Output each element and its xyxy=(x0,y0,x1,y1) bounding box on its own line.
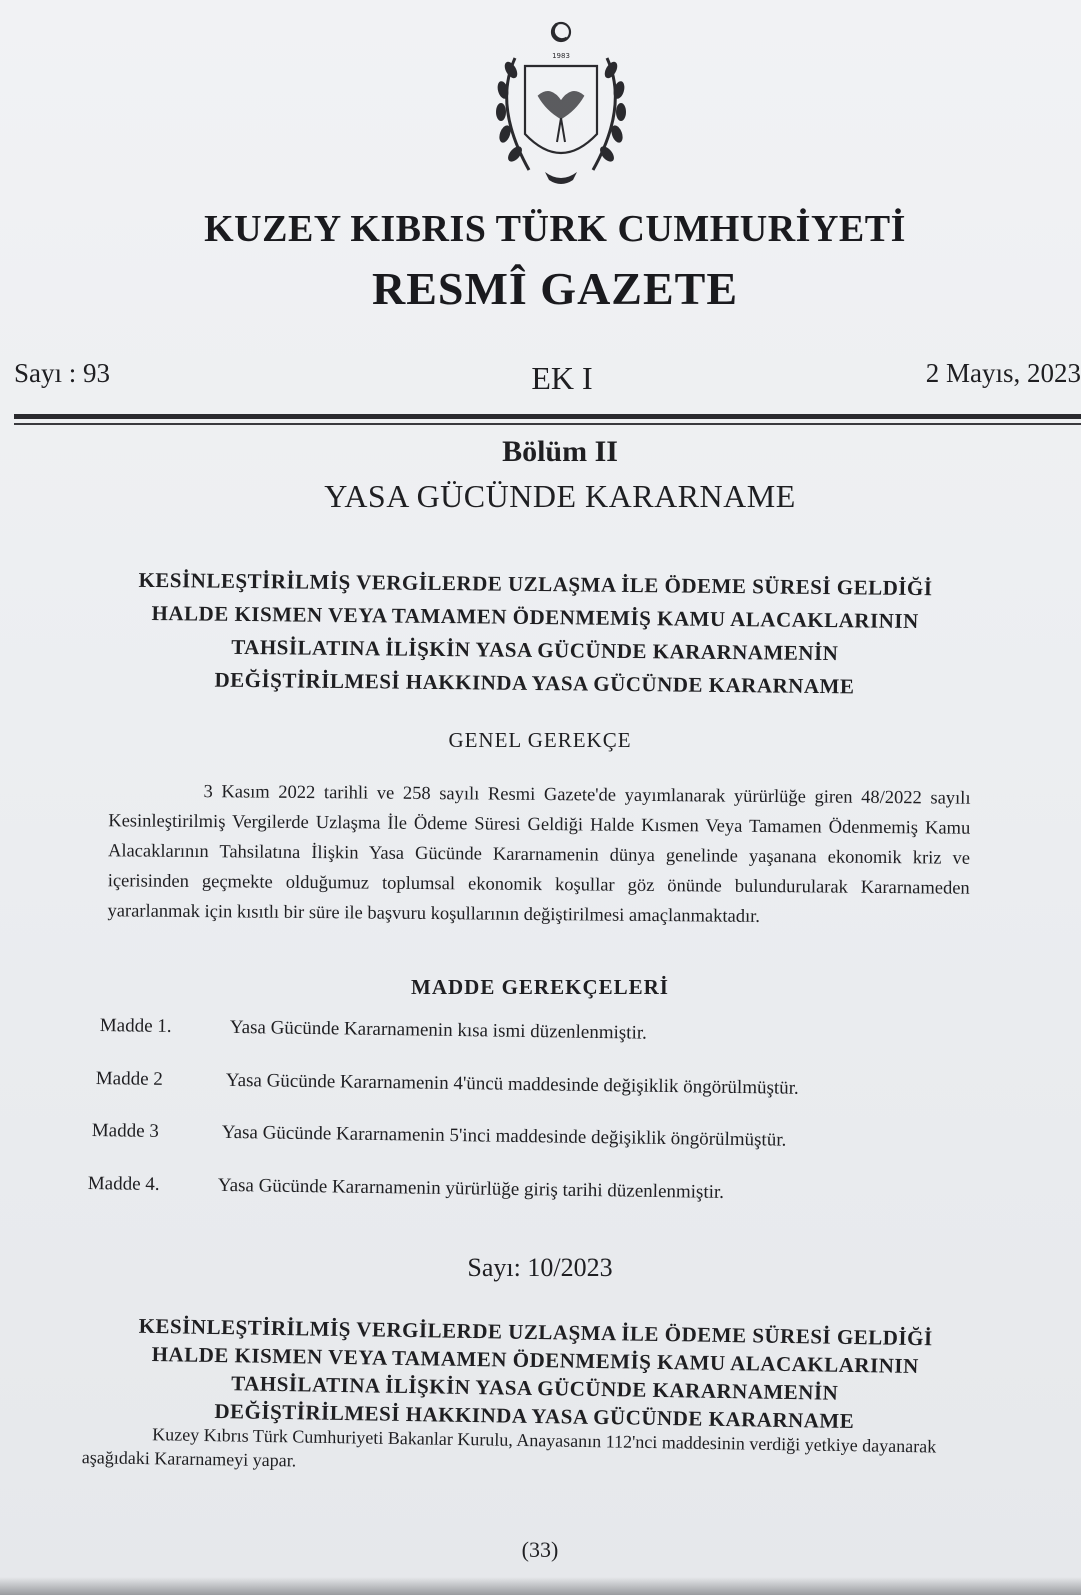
header-divider xyxy=(14,414,1081,419)
page-edge-shadow xyxy=(0,1577,1081,1595)
decree-title-repeat xyxy=(69,1311,1001,1438)
general-rationale-heading: GENEL GEREKÇE xyxy=(448,728,632,752)
decree-title-line: HALDE KISMEN VEYA TAMAMEN ÖDENMEMİŞ KAMU ALACAKLARININ xyxy=(151,600,919,634)
article-text: Yasa Gücünde Kararnamenin 4'üncü maddesinde değişiklik öngörülmüştür. xyxy=(225,1069,799,1099)
decree-number: Sayı: 10/2023 xyxy=(467,1253,613,1282)
article-label: Madde 3 xyxy=(91,1120,160,1142)
issue-number: Sayı : 93 xyxy=(14,358,111,388)
article-text: Yasa Gücünde Kararnamenin kısa ismi düzenlenmiştir. xyxy=(229,1016,647,1044)
decree-title-line: KESİNLEŞTİRİLMİŞ VERGİLERDE UZLAŞMA İLE ÖDEME SÜRESİ GELDİĞİ xyxy=(138,1313,933,1351)
article-text: Yasa Gücünde Kararnamenin 5'inci maddesinde değişiklik öngörülmüştür. xyxy=(221,1121,787,1151)
decree-title xyxy=(69,563,1000,705)
enacting-clause: Kuzey Kıbrıs Türk Cumhuriyeti Bakanlar Kurulu, Anayasanın 112'nci maddesinin verdiği yetkiye dayanarak aşağıdaki Kararnameyi yapar. xyxy=(81,1424,937,1471)
article-text: Yasa Gücünde Kararnamenin yürürlüğe giriş tarihi düzenlenmiştir. xyxy=(217,1174,725,1203)
country-title: KUZEY KIBRIS TÜRK CUMHURİYETİ xyxy=(204,208,906,250)
decree-type-heading: YASA GÜCÜNDE KARARNAME xyxy=(324,478,796,514)
article-label: Madde 4. xyxy=(87,1173,160,1195)
decree-title-line: KESİNLEŞTİRİLMİŞ VERGİLERDE UZLAŞMA İLE ÖDEME SÜRESİ GELDİĞİ xyxy=(138,567,933,601)
article-label: Madde 1. xyxy=(99,1015,172,1037)
svg-text:1983: 1983 xyxy=(552,52,570,60)
decree-title-line: TAHSİLATINA İLİŞKİN YASA GÜCÜNDE KARARNAMENİN xyxy=(231,1371,839,1405)
supplement-label: EK I xyxy=(531,360,593,396)
decree-title-line: DEĞİŞTİRİLMESİ HAKKINDA YASA GÜCÜNDE KARARNAME xyxy=(214,667,855,699)
article-label: Madde 2 xyxy=(95,1068,164,1090)
header-divider-thin xyxy=(14,423,1081,425)
page-number: (33) xyxy=(521,1537,559,1562)
decree-title-line: HALDE KISMEN VEYA TAMAMEN ÖDENMEMİŞ KAMU ALACAKLARININ xyxy=(151,1341,919,1379)
issue-date: 2 Mayıs, 2023 xyxy=(925,358,1081,388)
coat-of-arms-emblem xyxy=(487,14,635,192)
part-heading: Bölüm II xyxy=(502,435,618,468)
decree-title-line: TAHSİLATINA İLİŞKİN YASA GÜCÜNDE KARARNAMENİN xyxy=(231,634,839,666)
general-rationale-text: 3 Kasım 2022 tarihli ve 258 sayılı Resmi Gazete'de yayımlanarak yürürlüğe giren 48/2022 sayılı Kesinleştirilmiş Vergilerde Uzlaşma İle Ödeme Süresi Geldiği Halde Kısmen Veya Tamamen Ödenmemiş Kamu Alacaklarının Tahsilatına İlişkin Yasa Gücünde Kararnamenin dünya genelinde yaşanana ekonomik kriz ve içerisinden geçmekte olduğumuz toplumsal ekonomik koşullar göz önünde bulundurularak Kararnameden yararlanmak için kısıtlı bir süre ile başvuru koşullarının değiştirilmesi amaçlanmaktadır. xyxy=(107,782,971,927)
decree-title-line: DEĞİŞTİRİLMESİ HAKKINDA YASA GÜCÜNDE KARARNAME xyxy=(214,1398,855,1434)
article-rationales-heading: MADDE GEREKÇELERİ xyxy=(411,975,669,999)
gazette-title: RESMÎ GAZETE xyxy=(371,263,739,314)
